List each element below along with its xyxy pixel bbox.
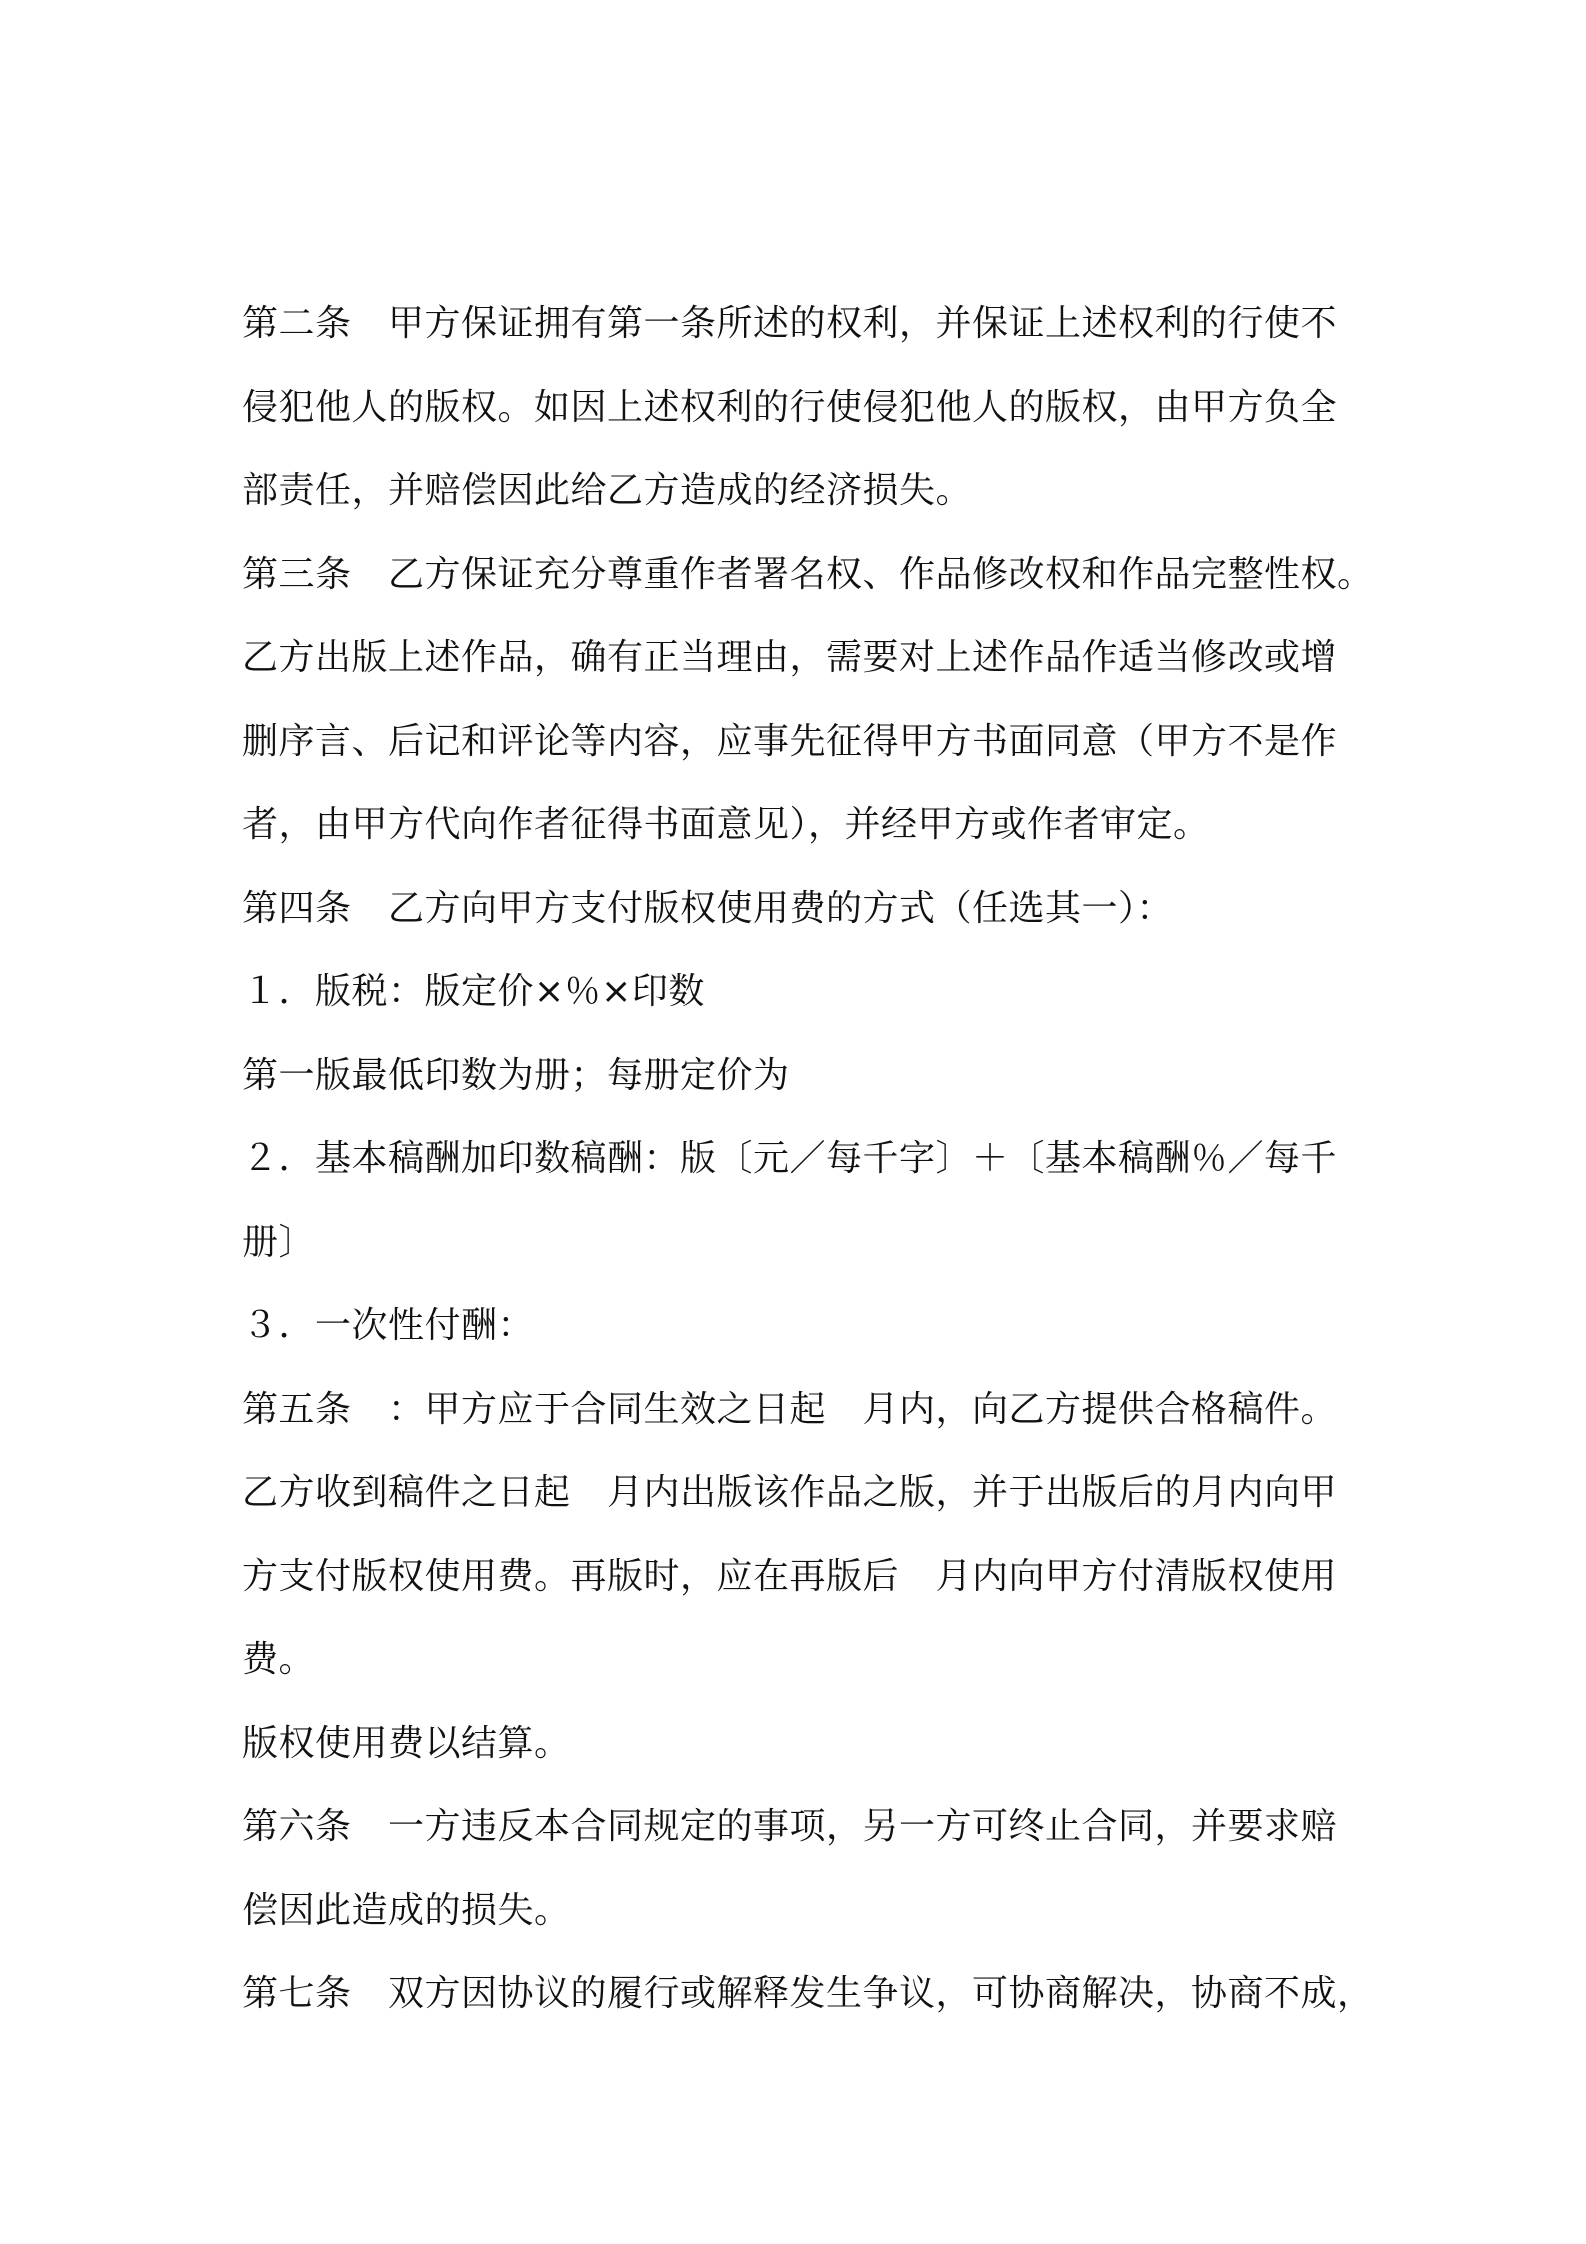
clause-5-line-4: 费。 — [242, 1639, 316, 1680]
clause-3-line-3: 删序言、后记和评论等内容，应事先征得甲方书面同意（甲方不是作 — [242, 720, 1338, 762]
clause-5-line-1: 第五条 ：甲方应于合同生效之日起 月内，向乙方提供合格稿件。 — [242, 1388, 1338, 1430]
clause-2-line-3: 部责任，并赔偿因此给乙方造成的经济损失。 — [242, 470, 973, 511]
clause-5-line-2: 乙方收到稿件之日起 月内出版该作品之版，并于出版后的月内向甲 — [242, 1472, 1338, 1513]
clause-6-line-1: 第六条 一方违反本合同规定的事项，另一方可终止合同，并要求赔 — [242, 1806, 1338, 1847]
clause-4-option-1: １．版税：版定价×％×印数 — [242, 971, 705, 1012]
clause-4-option-1-detail: 第一版最低印数为册；每册定价为 — [242, 1054, 790, 1096]
clause-2-line-2: 侵犯他人的版权。如因上述权利的行使侵犯他人的版权，由甲方负全 — [242, 386, 1338, 428]
clause-2-line-1: 第二条 甲方保证拥有第一条所述的权利，并保证上述权利的行使不 — [242, 303, 1338, 344]
document-body — [242, 282, 1382, 2036]
settlement-line: 版权使用费以结算。 — [242, 1722, 571, 1764]
clause-4-option-3: ３．一次性付酬： — [242, 1305, 535, 1346]
clause-3-line-1: 第三条 乙方保证充分尊重作者署名权、作品修改权和作品完整性权。 — [242, 553, 1374, 595]
clause-5-line-3: 方支付版权使用费。再版时，应在再版后 月内向甲方付清版权使用 — [242, 1555, 1338, 1597]
clause-3-line-4: 者，由甲方代向作者征得书面意见），并经甲方或作者审定。 — [242, 804, 1210, 845]
clause-7-line-1: 第七条 双方因协议的履行或解释发生争议，可协商解决，协商不成， — [242, 1973, 1374, 2014]
clause-3-line-2: 乙方出版上述作品，确有正当理由，需要对上述作品作适当修改或增 — [242, 637, 1338, 678]
clause-6-line-2: 偿因此造成的损失。 — [242, 1889, 571, 1931]
clause-4-line-1: 第四条 乙方向甲方支付版权使用费的方式（任选其一）： — [242, 887, 1174, 929]
clause-4-option-2-cont: 册〕 — [242, 1221, 316, 1263]
clause-4-option-2: ２．基本稿酬加印数稿酬：版〔元／每千字〕＋〔基本稿酬％／每千 — [242, 1138, 1338, 1179]
